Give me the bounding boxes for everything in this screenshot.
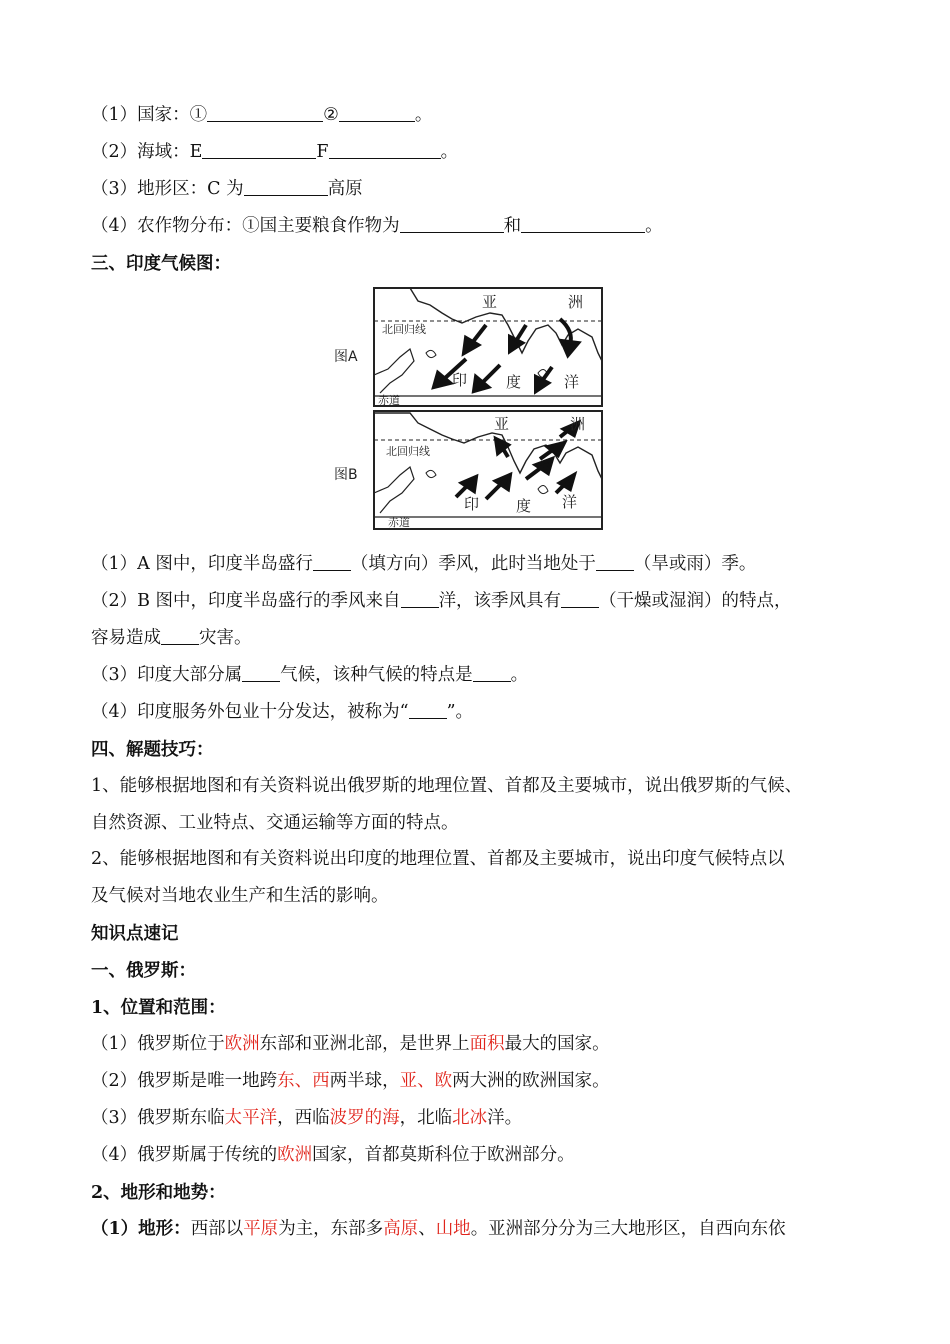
question-countries: （1）国家：① ② 。	[91, 105, 433, 125]
map-a-label: 图A	[334, 349, 358, 365]
section-title-india-climate: 三、印度气候图：	[91, 254, 231, 274]
map-b-equator-label: 赤道	[388, 516, 410, 529]
tip-1-line-2: 自然资源、工业特点、交通运输等方面的特点。	[91, 813, 459, 833]
russia-fact-1: （1）俄罗斯位于欧洲东部和亚洲北部，是世界上面积最大的国家。	[91, 1034, 610, 1054]
section-title-terrain: 2、地形和地势：	[91, 1183, 226, 1203]
map-a-ya-label: 亚	[482, 293, 498, 311]
india-monsoon-map	[330, 283, 610, 535]
blank[interactable]	[473, 665, 511, 682]
question-seas: （2）海域：E F 。	[91, 142, 459, 162]
map-a-yin-label: 印	[452, 371, 468, 389]
tip-2-line-2: 及气候对当地农业生产和生活的影响。	[91, 886, 389, 906]
blank[interactable]	[313, 554, 351, 571]
climate-question-2-cont: 容易造成 灾害。	[91, 628, 252, 648]
blank[interactable]	[561, 591, 599, 608]
map-a-tropic-label: 北回归线	[382, 323, 426, 336]
map-a-zhou-label: 洲	[568, 293, 584, 311]
tip-1-line-1: 1、能够根据地图和有关资料说出俄罗斯的地理位置、首都及主要城市，说出俄罗斯的气候、	[91, 776, 803, 796]
climate-question-1: （1）A 图中，印度半岛盛行 （填方向）季风，此时当地处于 （旱或雨）季。	[91, 554, 757, 574]
map-b-yang-label: 洋	[562, 493, 578, 511]
map-a-du-label: 度	[506, 373, 522, 391]
blank[interactable]	[329, 142, 441, 159]
blank[interactable]	[242, 665, 280, 682]
blank[interactable]	[596, 554, 634, 571]
map-b-label: 图B	[334, 467, 358, 483]
map-b-zhou-label: 洲	[570, 415, 586, 433]
blank[interactable]	[244, 179, 328, 196]
blank[interactable]	[202, 142, 316, 159]
blank[interactable]	[400, 216, 504, 233]
notes-title: 知识点速记	[91, 924, 179, 944]
terrain-fact-1: （1）地形：西部以平原为主，东部多高原、山地。亚洲部分分为三大地形区，自西向东依	[91, 1219, 786, 1239]
tip-2-line-1: 2、能够根据地图和有关资料说出印度的地理位置、首都及主要城市，说出印度气候特点以	[91, 849, 785, 869]
climate-question-4: （4）印度服务外包业十分发达，被称为“ ”。	[91, 702, 474, 722]
blank[interactable]	[401, 591, 439, 608]
blank[interactable]	[521, 216, 645, 233]
map-b-tropic-label: 北回归线	[386, 445, 430, 458]
section-title-russia: 一、俄罗斯：	[91, 961, 196, 981]
climate-question-3: （3）印度大部分属 气候，该种气候的特点是 。	[91, 665, 529, 685]
section-title-tips: 四、解题技巧：	[91, 740, 214, 760]
russia-fact-3: （3）俄罗斯东临太平洋，西临波罗的海，北临北冰洋。	[91, 1108, 523, 1128]
russia-fact-2: （2）俄罗斯是唯一地跨东、西两半球，亚、欧两大洲的欧洲国家。	[91, 1071, 610, 1091]
map-b-du-label: 度	[516, 497, 532, 515]
map-b-ya-label: 亚	[494, 415, 510, 433]
blank[interactable]	[409, 702, 447, 719]
map-a-equator-label: 赤道	[378, 394, 400, 407]
blank[interactable]	[161, 628, 199, 645]
blank[interactable]	[339, 105, 415, 122]
india-monsoon-figure	[330, 283, 610, 535]
blank[interactable]	[207, 105, 323, 122]
map-a-yang-label: 洋	[564, 373, 580, 391]
climate-question-2: （2）B 图中，印度半岛盛行的季风来自 洋，该季风具有 （干燥或湿润）的特点，	[91, 591, 792, 611]
russia-fact-4: （4）俄罗斯属于传统的欧洲国家，首都莫斯科位于欧洲部分。	[91, 1145, 575, 1165]
question-landform: （3）地形区：C 为 高原	[91, 179, 363, 199]
question-crops: （4）农作物分布：①国主要粮食作物为 和 。	[91, 216, 663, 236]
section-title-position: 1、位置和范围：	[91, 998, 226, 1018]
map-b-yin-label: 印	[464, 495, 480, 513]
